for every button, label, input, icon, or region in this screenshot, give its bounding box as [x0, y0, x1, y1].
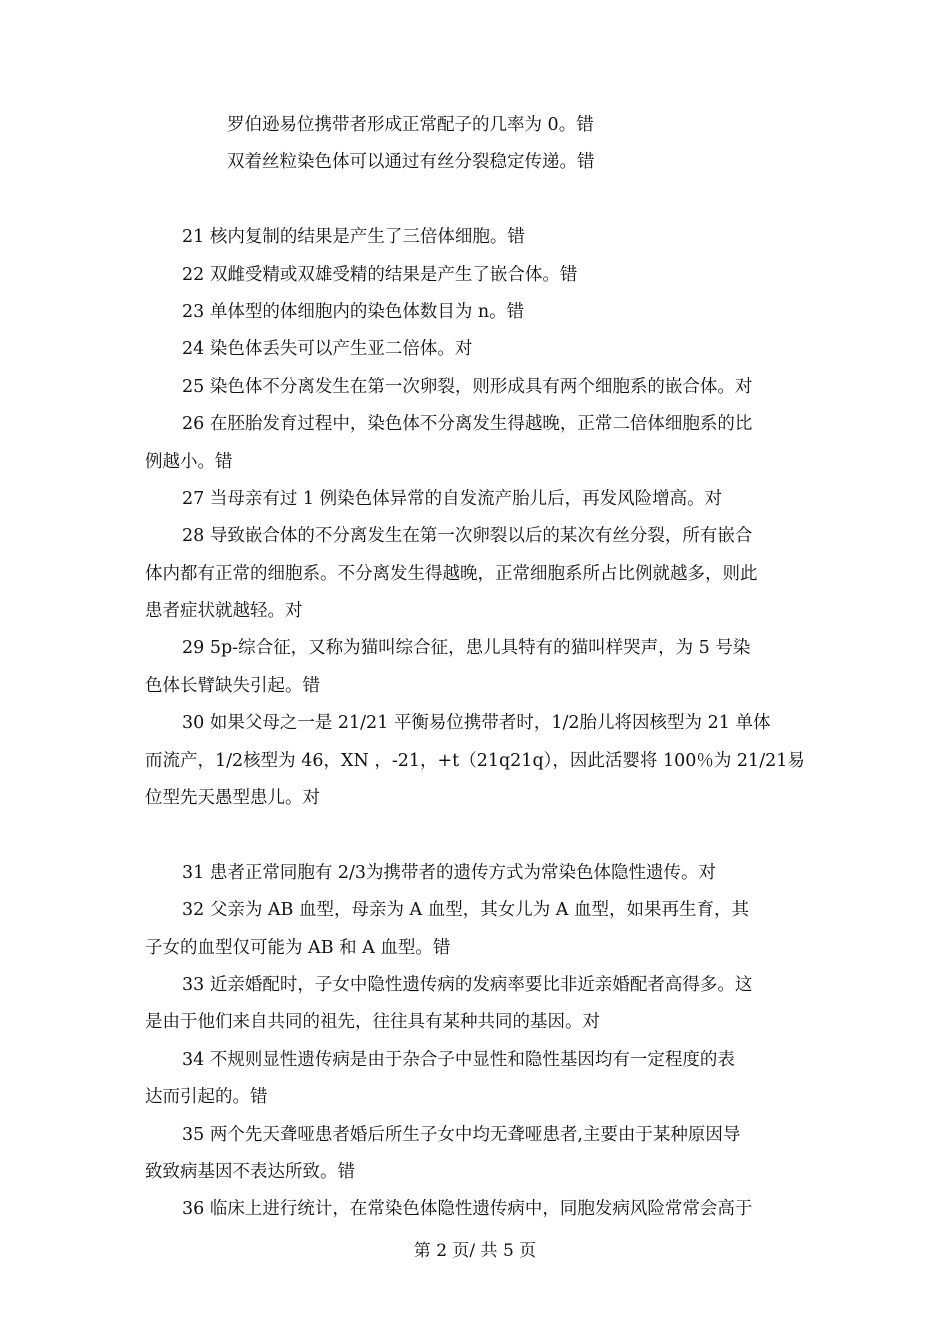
question-continuation: 而流产，1/2核型为 46，XN ，-21，+t（21q21q），因此活婴将 100％为 21/21易 — [145, 750, 805, 771]
question-text: 29 5p-综合征，又称为猫叫综合征，患儿具特有的猫叫样哭声，为 5 号染 — [182, 638, 751, 659]
question-text: 36 临床上进行统计，在常染色体隐性遗传病中，同胞发病风险常常会高于 — [182, 1199, 753, 1220]
question-item — [145, 518, 810, 630]
question-text: 31 患者正常同胞有 2/3为携带者的遗传方式为常染色体隐性遗传。对 — [182, 862, 717, 883]
question-continuation: 色体长臂缺失引起。错 — [145, 675, 320, 696]
intro-line: 罗伯逊易位携带者形成正常配子的几率为 0。错 — [227, 115, 594, 135]
question-item — [145, 331, 810, 368]
question-item — [145, 219, 810, 256]
question-group-31-36 — [145, 855, 810, 1229]
question-item — [145, 406, 810, 481]
question-text: 33 近亲婚配时，子女中隐性遗传病的发病率要比非近亲婚配者高得多。这 — [182, 974, 753, 995]
question-text: 35 两个先天聋哑患者婚后所生子女中均无聋哑患者,主要由于某种原因导 — [182, 1124, 741, 1145]
question-item — [145, 705, 810, 817]
question-item — [145, 1042, 810, 1117]
question-text: 25 染色体不分离发生在第一次卵裂，则形成具有两个细胞系的嵌合体。对 — [182, 376, 753, 397]
body-text — [145, 107, 810, 1229]
question-item — [145, 294, 810, 331]
question-text: 23 单体型的体细胞内的染色体数目为 n。错 — [182, 301, 525, 322]
intro-line: 双着丝粒染色体可以通过有丝分裂稳定传递。错 — [227, 152, 595, 173]
question-item — [145, 1117, 810, 1192]
question-continuation: 是由于他们来自共同的祖先，往往具有某种共同的基因。对 — [145, 1012, 600, 1033]
question-continuation: 达而引起的。错 — [145, 1087, 268, 1108]
paragraph-gap — [145, 182, 810, 219]
question-item — [145, 369, 810, 406]
question-group-21-30 — [145, 219, 810, 817]
question-item — [145, 481, 810, 518]
question-item — [145, 630, 810, 705]
question-item — [145, 855, 810, 892]
question-text: 34 不规则显性遗传病是由于杂合子中显性和隐性基因均有一定程度的表 — [182, 1049, 735, 1070]
paragraph-gap — [145, 817, 810, 854]
question-continuation: 例越小。错 — [145, 451, 233, 472]
intro-paragraphs — [145, 107, 810, 182]
question-text: 27 当母亲有过 1 例染色体异常的自发流产胎儿后，再发风险增高。对 — [182, 488, 723, 509]
question-text: 21 核内复制的结果是产生了三倍体细胞。错 — [182, 227, 525, 248]
question-continuation: 位型先天愚型患儿。对 — [145, 788, 320, 809]
page-footer: 第 2 页/ 共 5 页 — [413, 1241, 537, 1261]
question-continuation: 致致病基因不表达所致。错 — [145, 1161, 355, 1182]
question-item — [145, 892, 810, 967]
question-text: 28 导致嵌合体的不分离发生在第一次卵裂以后的某次有丝分裂，所有嵌合 — [182, 526, 753, 547]
question-text: 30 如果父母之一是 21/21 平衡易位携带者时，1/2胎儿将因核型为 21 单体 — [182, 713, 771, 734]
question-text: 24 染色体丢失可以产生亚二倍体。对 — [182, 339, 473, 360]
question-text: 32 父亲为 AB 血型，母亲为 A 血型，其女儿为 A 血型，如果再生育，其 — [182, 900, 749, 921]
question-item — [145, 967, 810, 1042]
question-item — [145, 1191, 810, 1228]
question-continuation: 子女的血型仅可能为 AB 和 A 血型。错 — [145, 937, 451, 958]
question-text: 26 在胚胎发育过程中，染色体不分离发生得越晚，正常二倍体细胞系的比 — [182, 414, 753, 435]
question-continuation: 患者症状就越轻。对 — [145, 601, 303, 622]
question-item — [145, 257, 810, 294]
question-continuation: 体内都有正常的细胞系。不分离发生得越晚，正常细胞系所占比例就越多，则此 — [145, 563, 758, 584]
question-text: 22 双雌受精或双雄受精的结果是产生了嵌合体。错 — [182, 264, 578, 285]
